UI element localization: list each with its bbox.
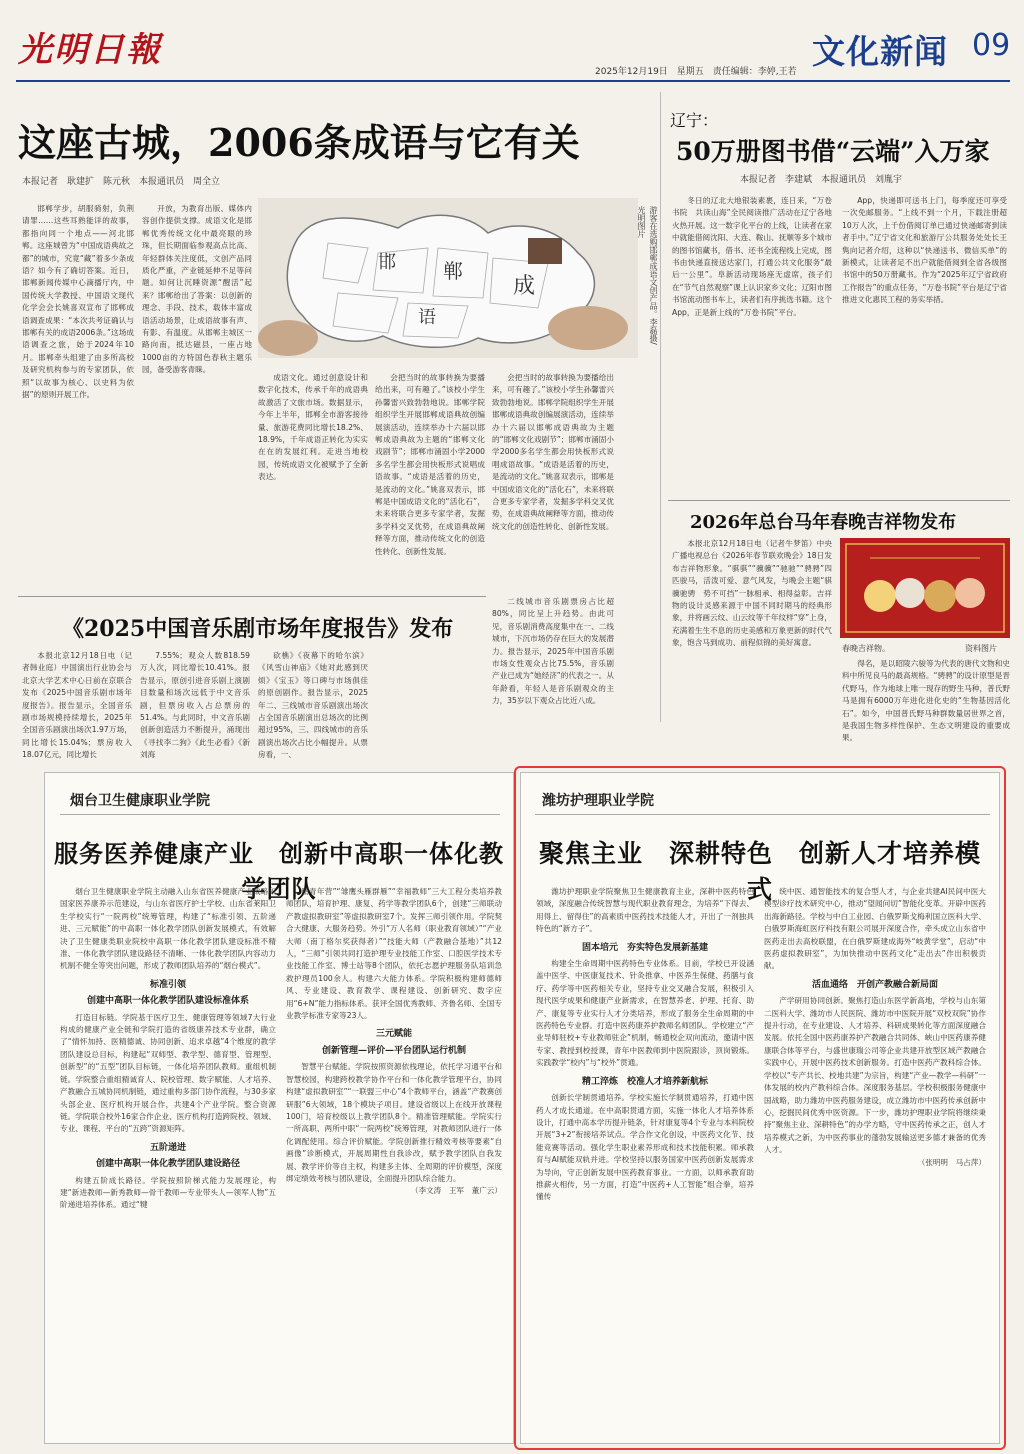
article4-title: 《2025中国音乐剧市场年度报告》发布 — [62, 616, 454, 642]
masthead-rule — [16, 80, 1010, 82]
advert-right-sec2-body: 创新长学制贯通培养。学校实施长学制贯通培养，打通中医药人才成长通道。在中高职贯通方面，实施一体化人才培养体系设计，打通中高本学历提升链条，针对康复等4个专业与本科院校开展“3+2”衔接培养试点。学合作文化创设，中医药文化节、技能竞赛等活动。强化学生职业素养形成和技术技能积累。师承教育与AI赋能双轨并进。学校坚持以服务国家中医药创新发展需求为导向，守正创新发展中医药教育事业。一方面，以师承教育助推薪火相传，另一方面，打造“中医药+人工智能”组合拳，培养懂传 — [536, 1093, 754, 1202]
advert-left-col2-body2: 智慧平台赋能。学院按照资源依栈理论，依托学习通平台和智慧校园，构建跨校教学协作平台和一体化教学管理平台，协同构建“虚拟教研室”“一联盟三中心”4个教师平台，涵盖“产教赛创研服”6大领域，18个模块子项目。建设省级以上在线开放课程100门，培育校级以上教学团队8个。精准管理赋能。学院实行一所高职、两所中职“一院两校”统筹管理，对教师团队进行一体化调配使用。综合评价赋能。学院创新推行精效考核等要素“自画像”诊断模式，开展周期性自我诊改，赋予教学团队自我发展、教学评价等自主权，构建多主体、全周期的评价模型，深度绑定绩效考核与团队建设，全面提升团队综合能力。 — [286, 1062, 502, 1183]
advert-right-sec1-title: 固本培元 夯实特色发展新基建 — [581, 942, 708, 953]
advert-left-sec3-title: 三元赋能 — [375, 1029, 412, 1040]
article3-title: 2026年总台马年春晚吉祥物发布 — [690, 512, 957, 533]
svg-text:语: 语 — [418, 307, 436, 328]
advert-left-school: 烟台卫生健康职业学院 — [70, 793, 210, 809]
article1-title: 这座古城，2006条成语与它有关 — [18, 120, 580, 165]
advert-right-col2-body2: 产学研用协同创新。聚焦打造山东医学新高地，学校与山东第二医科大学、潍坊市人民医院、潍坊市中医院开展“双校双院”协作提升行动，在专业建设、人才培养、科研成果转化等方面深度融合发展。依托全国中医药康养护产教融合共同体、峡山中医药康养健康联合体等平台，与盛世康瑞公司等企业共建开放型区域产教融合实践中心，开展中医药技术创新服务。打造中医药产教科综合体。学校以“专产共长、校地共建”为宗旨，构建“产业—教学—科研”一体发展的校内产教科综合体。深度服务基层。学校积极服务健康中国战略，助力潍坊中医药服务建设，成立潍坊市中医药传承创新中心，挖掘民间优秀中医资源。下一步，潍坊护理职业学院将继续秉持“聚焦主业、深耕特色”的办学方略，守中医药传承之正，创人才培养模式之新，为中医药事业的蓬勃发展输送更多德才兼备的优秀人才。 — [764, 996, 986, 1155]
advert-right-title: 聚焦主业 深耕特色 创新人才培养模式 — [538, 839, 981, 904]
advert-right-school: 潍坊护理职业学院 — [542, 793, 654, 809]
advert-left-sec2-body: 构建五阶成长路径。学院按照阶梯式能力发展理论，构建“新进教师—新秀教师—骨干教师—专业带头人—领军人物”五阶递进培养体系。通过“犍 — [60, 1175, 276, 1210]
article4-col2 — [140, 650, 250, 760]
section-title: 文化新闻 — [812, 32, 948, 71]
article3-col2 — [842, 658, 1010, 743]
article3-col1-text: 本报北京12月18日电（记者牛梦笛）中央广播电视总台《2026年春节联欢晚会》18日发布吉祥物形象。“骐骐”“骥骥”“驰驰”“骋骋”四匹骏马，活泼可爱、意气风发，与晚会主题“骐骥驰骋 势不可挡”一脉相承、相得益彰。吉祥物的设计灵感来源于中国不同时期马的经典形象，并将画云纹、山云纹等千年纹样“穿”上身，充满着生生不息的历史美感和万象更新的时代气象，饱含马到成功、前程似锦的美好寓意。 — [672, 539, 832, 648]
newspaper-logo: 光明日報 — [18, 30, 162, 70]
svg-text:成: 成 — [513, 274, 536, 299]
advert-left-rule — [60, 814, 500, 815]
dateline: 2025年12月19日 星期五 责任编辑：李婷,王若 — [595, 67, 797, 77]
article4-col4-text: 二线城市音乐剧票房占比超80%，同比呈上升趋势。由此可见，音乐剧消费高度集中在一、二线城市，下沉市场仍存在巨大的发展潜力。报告显示，2025年中国音乐剧市场女性观众占比75.5%，音乐剧产业已成为“她经济”的代表之一。从年龄看，年轻人是音乐剧观众的主力，35岁以下观众占比近八成。 — [492, 597, 614, 706]
article1-col5 — [492, 372, 614, 562]
svg-text:郸: 郸 — [443, 259, 463, 283]
article4-col3-text: 砍樵》《夜幕下的哈尔滨》《风雪山神庙》《她对此感到厌烦》《宝玉》等口碑与市场俱佳的原创剧作。报告显示，2025年二、三线城市音乐剧演出场次占全国音乐剧演出总场次的比例超过95%，三、四线城市的音乐剧演出场次占比小幅提升。从票房看，一、 — [258, 651, 368, 760]
article1-col3-text: 成语文化。通过创意设计和数字化技术，传承千年的成语典故激活了文旅市场。数据显示，今年上半年，邯郸全市游客接待量、旅游花费同比增长18.2%、18.9%，千年成语正转化为实实在在的发展红利。走进当地校园，传统成语文化被赋予了全新表达。 — [258, 373, 368, 482]
column-divider — [660, 92, 661, 722]
article4-col4 — [492, 596, 614, 720]
article2-col2 — [842, 195, 1007, 495]
advert-right-sec1-body: 构建全生命周期中医药特色专业体系。目前，学校已开设涵盖中医学、中医康复技术、针灸推拿、中医养生保健、药膳与食疗、药学等中医药相关专业，坚持专业交叉融合发展，积极引入现代医学成果和健康产业新需求，在智慧养老、护理、托育、助产、康复等专业实行人才分类培养，形成了服务全生命周期的中医药特色专业群。打造中医药康养护教师名师团队。学校建立“产业导师驻校+专业教师驻企”机制，畅通校企双向流动，邀请中医专家、教授到校授课，青年中医教师到中医院跟诊，顶岗锻炼。实践教学“校内”与“校外”贯通。 — [536, 959, 754, 1068]
advert-right-rule — [535, 814, 990, 815]
article1-col1-text: 邯郸学步，胡服骑射，负荆请罪……这些耳熟能详的故事，都指向同一个地点——河北邯郸。这座城曾为“中国成语典故之都”的城市，究竟“藏”着多少条成语？如今有了确切答案。近日，邯郸新闻传媒中心滴播厅内，中国传统大学教授、中国语文现代化学会会长姚喜双宣布了邯郸成语调查成果：“本次共考证确认与邯郸有关的成语2006条。”这场成语调查之旅，始于2024年10月。邯郸牵头组建了由多所高校及研究机构参与的专家团队，依照“以故事为核心、以史料为依据”的原则开展工作。 — [22, 204, 134, 400]
article2-col2-text: App，快递即可送书上门，每季度还可享受一次免邮服务。“上线不到一个月，下载注册超10万人次，上千份借阅订单已通过快递邮寄到读者手中。”辽宁省文化和旅游厅公共服务处处长王隽向记者介绍，这种以“快递送书、微信买单”的新模式，让读者足不出户就能借阅到全省各级图书馆中的50万册藏书。作为“2025年辽宁省政府工作报告”的重点任务，“万卷书院”平台是辽宁省推进文化惠民工程的务实举措。 — [842, 196, 1007, 305]
advert-left-sec1-body: 打造目标链。学院基于医疗卫生、健康管理等领域7大行业构成的健康产业全链和学院打造的省级康养技术专业群，确立了“情怀加持、医精德诚、协同创新、追求卓越”4个维度的教学团队建设总目标，构建起“双师型、教学型、德育型、管理型、创新型”的“五型”团队目标链，一体化培养团队教师。重组机制链。学院整合重组精诚育人、院校管理、数字赋能、人才培养、产教融合五城协同机制链，通过重构多部门协作流程，与30多家头部企业、医疗机构开展合作，共建4个产业学院。整合资源链。学院联合校外16家合作企业、医疗机构打造跨院校、领域、专业、课程、平台的“五跨”资源矩阵。 — [60, 1012, 276, 1134]
advert-left-col1 — [60, 886, 276, 1436]
advert-right-sec3-title: 活血通络 开创产教融合新局面 — [811, 979, 938, 990]
article3-caption-right: 资料图片 — [965, 644, 997, 653]
article2-col1 — [672, 195, 832, 495]
advert-left-sec1-title: 标准引领 — [149, 979, 186, 990]
article4-top-rule — [18, 596, 486, 597]
article3-caption-left: 春晚吉祥物。 — [842, 644, 890, 653]
advert-right-col2 — [764, 886, 986, 1436]
article2-col1-text: 冬日的辽北大地银装素裹，连日来，“万卷书院 共读山海”全民阅读推广活动在辽宁各地火热开展。这一数字化平台的上线，让读者在家中就能借阅沈阳、大连、鞍山、抚顺等多个城市的图书馆藏书，借书、还书全流程线上完成，图书由快递直接送达家门，打通公共文化服务“最后一公里”。阜新活动现场座无虚席，孩子们在“节气自然观察”课上认识家乡文化；辽阳市图书馆流动图书车上，读者们有序挑选书籍。这个App，正是新上线的“万卷书院”平台。 — [672, 196, 832, 317]
article4-col1-text: 本报北京12月18日电（记者韩业庭）中国演出行业协会与北京大学艺术中心日前在京联合发布《2025中国音乐剧市场年度报告》。报告显示，全国音乐剧市场规模持续增长，2025年全国音乐剧演出场次1.97万场，同比增长15.04%；票房收入18.07亿元，同比增长 — [22, 651, 132, 760]
article4-col2-text: 7.55%；观众人数818.59万人次，同比增长10.41%。报告显示，原创引进音乐剧上演剧目数量和场次远低于中文音乐剧，但票房收入占总票房的51.4%。与此同时，中文音乐剧创新创造活力不断提升，涌现出《寻找李二狗》《此生必看》《新刘海 — [140, 651, 250, 760]
article1-col1 — [22, 203, 134, 563]
article2-title: 50万册图书借“云端”入万家 — [676, 137, 990, 166]
article3-col2-text: 得名，是以昭陵六骏等为代表的唐代文物和史料中所见良马的最高规格。“骋骋”的设计原型是晋代野马，作为地球上唯一现存的野生马种，普氏野马是拥有6000万年进化进化史的“生物基因活化石”。如今，中国普氏野马种群数量居世界之首，是我国生物多样性保护、生态文明建设的重要成果。 — [842, 659, 1010, 743]
article2-divider — [668, 500, 1010, 501]
article1-col4-text: 会把当时的故事转换为要播给出来，可有趣了。”该校小学生孙馨雷兴致勃勃地说。邯郸学院组织学生开展邯郸成语典故创编展演活动，连续举办十六届以邯郸成语典故为主题的“邯郸文化戏剧节”；邯郸市涌固小学2000多名学生都会用快板形式说唱成语故事。“成语是活着的历史，是流动的文化。”姚喜双表示，邯郸是中国成语文化的“活化石”，未来将联合更多专家学者，发掘多学科交叉优势，在成语典故阐释等方面，推动传统文化的创造性转化、创新性发展。 — [375, 373, 485, 556]
advert-right-col2-body1: 统中医、通智能技术的复合型人才，与企业共建AI民间中医大模型诊疗技术研究中心，推动“望闻问切”智能化变革。开辟中医药出海新路径。学校与中白工业园、白俄罗斯戈梅利国立医科大学、白俄罗斯海虹医疗科技有限公司展开深度合作，牵头成立山东省中医药走出去高校联盟，在白俄罗斯建成海外“岐黄学堂”，启动“中医药虚拟教研室”，为加快推动中医药文化“走出去”作出积极贡献。 — [764, 887, 986, 971]
advert-left-sec3-sub: 创新管理—评价—平台团队运行机制 — [321, 1045, 466, 1056]
article4-col1 — [22, 650, 132, 760]
article2-kicker: 辽宁： — [670, 111, 719, 130]
page-number: 09 — [972, 28, 1011, 63]
advert-left-title: 服务医养健康产业 创新中高职一体化教学团队 — [54, 839, 504, 903]
article3-col1 — [672, 538, 832, 718]
advert-right-signature: （张明明 马占萍） — [917, 1157, 986, 1167]
article1-col2-a — [142, 203, 252, 563]
article1-photo — [258, 198, 638, 358]
article1-col3-b — [258, 372, 368, 562]
article1-caption: 游客在选购邯郸成语文创产品。李磊摄/光明图片 — [637, 206, 658, 345]
article1-col4 — [375, 372, 485, 562]
advert-left-sec2-sub: 创建中高职一体化教学团队建设路径 — [95, 1159, 240, 1170]
advert-left-sec1-sub: 创建中高职一体化教学团队建设标准体系 — [86, 996, 249, 1007]
advert-right-col1 — [536, 886, 754, 1436]
advert-left-intro: 烟台卫生健康职业学院主动融入山东省医养健康产业战略和国家医养康养示范建设，与山东省医疗护士学校、山东省莱阳卫生学校实行“一院两校”统筹管理，构建了“标准引领、五阶递进、三元赋能”的中高职一体化教学团队创新发展模式，有效解决了卫生健康类职业院校中高职一体化教学团队建设标准不精准、一体化教学团队建设路径不清晰、一体化教学团队内容动力机制不健全等突出问题，形成了教师团队培养的“烟台模式”。 — [60, 887, 276, 971]
article2-byline: 本报记者 李建斌 本报通讯员 刘胤宇 — [740, 175, 903, 185]
advert-right-sec2-title: 精工淬炼 校准人才培养新航标 — [581, 1076, 708, 1087]
advert-left-col2-body1: 鹏青年营”“雏鹰头雁群雁”“幸福教师”三大工程分类培养教师团队，培育护理、康复、药学等教学团队6个，创建“三师联动产教虚拟教研室”等虚拟教研室7个。发挥三师引领作用。学院契合大健康、大服务趋势。外引“万人名师（职业教育领域）”“产业大师（南丁格尔奖获得者）”“技能大师（产教融合基地）”共12人，“三师”引领共同打造护理专业技能工作室、口腔医学技术专业技能工作室、博士站等8个团队，依托志愿护理服务队培训急救护理员100余人。构建六大能力体系。学院积极构建师德师风、专业建设、教育教学、课程建设、创新研究、数字应用“6+N”能力指标体系。获评全国优秀教师、齐鲁名师、全国专业教学标准专家等23人。 — [286, 887, 502, 1021]
article3-photo — [840, 538, 1010, 638]
advert-right-intro: 潍坊护理职业学院聚焦卫生健康教育主业，深耕中医药特色领域，深度融合传统智慧与现代职业教育理念，为培养“下得去、用得上、留得住”的高素质中医药技术技能人才，开出了一剂独具特色的“新方子”。 — [536, 887, 754, 934]
advert-left-sec2-title: 五阶递进 — [149, 1142, 186, 1153]
article1-col2-text: 开放，为教育出版、媒体内容创作提供支撑。成语文化是邯郸优秀传统文化中最亮眼的珍珠，但长期面临参观高点比高、年轻群体关注度低，文创产品同质化严重，产业链延伸不足等问题。如何让沉睡资源“醒活”起来？邯郸给出了答案：以创新的理念、手段、技术，载体丰富成语活动场景，让成语故事有声、有影、有温度。从邯郸主城区一路向南，抵达磁县，一座占地1000亩的方特国色春秋主题乐园，备受游客青睐。 — [142, 204, 252, 375]
svg-text:邯: 邯 — [378, 252, 396, 273]
article4-col3 — [258, 650, 368, 760]
article1-byline: 本报记者 耿建扩 陈元秋 本报通讯员 周全立 — [22, 177, 221, 187]
advert-left-signature: （李文涛 王军 董广云） — [410, 1186, 502, 1196]
advert-left-col2 — [286, 886, 502, 1436]
article1-col5-text: 会把当时的故事转换为要播给出来，可有趣了。”该校小学生孙馨雷兴致勃勃地说。邯郸学院组织学生开展邯郸成语典故创编展演活动，连续举办十六届以邯郸成语典故为主题的“邯郸文化戏剧节”；邯郸市涌固小学2000多名学生都会用快板形式说唱成语故事。“成语是活着的历史，是流动的文化。”姚喜双表示，邯郸是中国成语文化的“活化石”，未来将联合更多专家学者，发掘多学科交叉优势，在成语典故阐释等方面，推动传统文化的创造性转化、创新性发展。 — [492, 373, 614, 531]
